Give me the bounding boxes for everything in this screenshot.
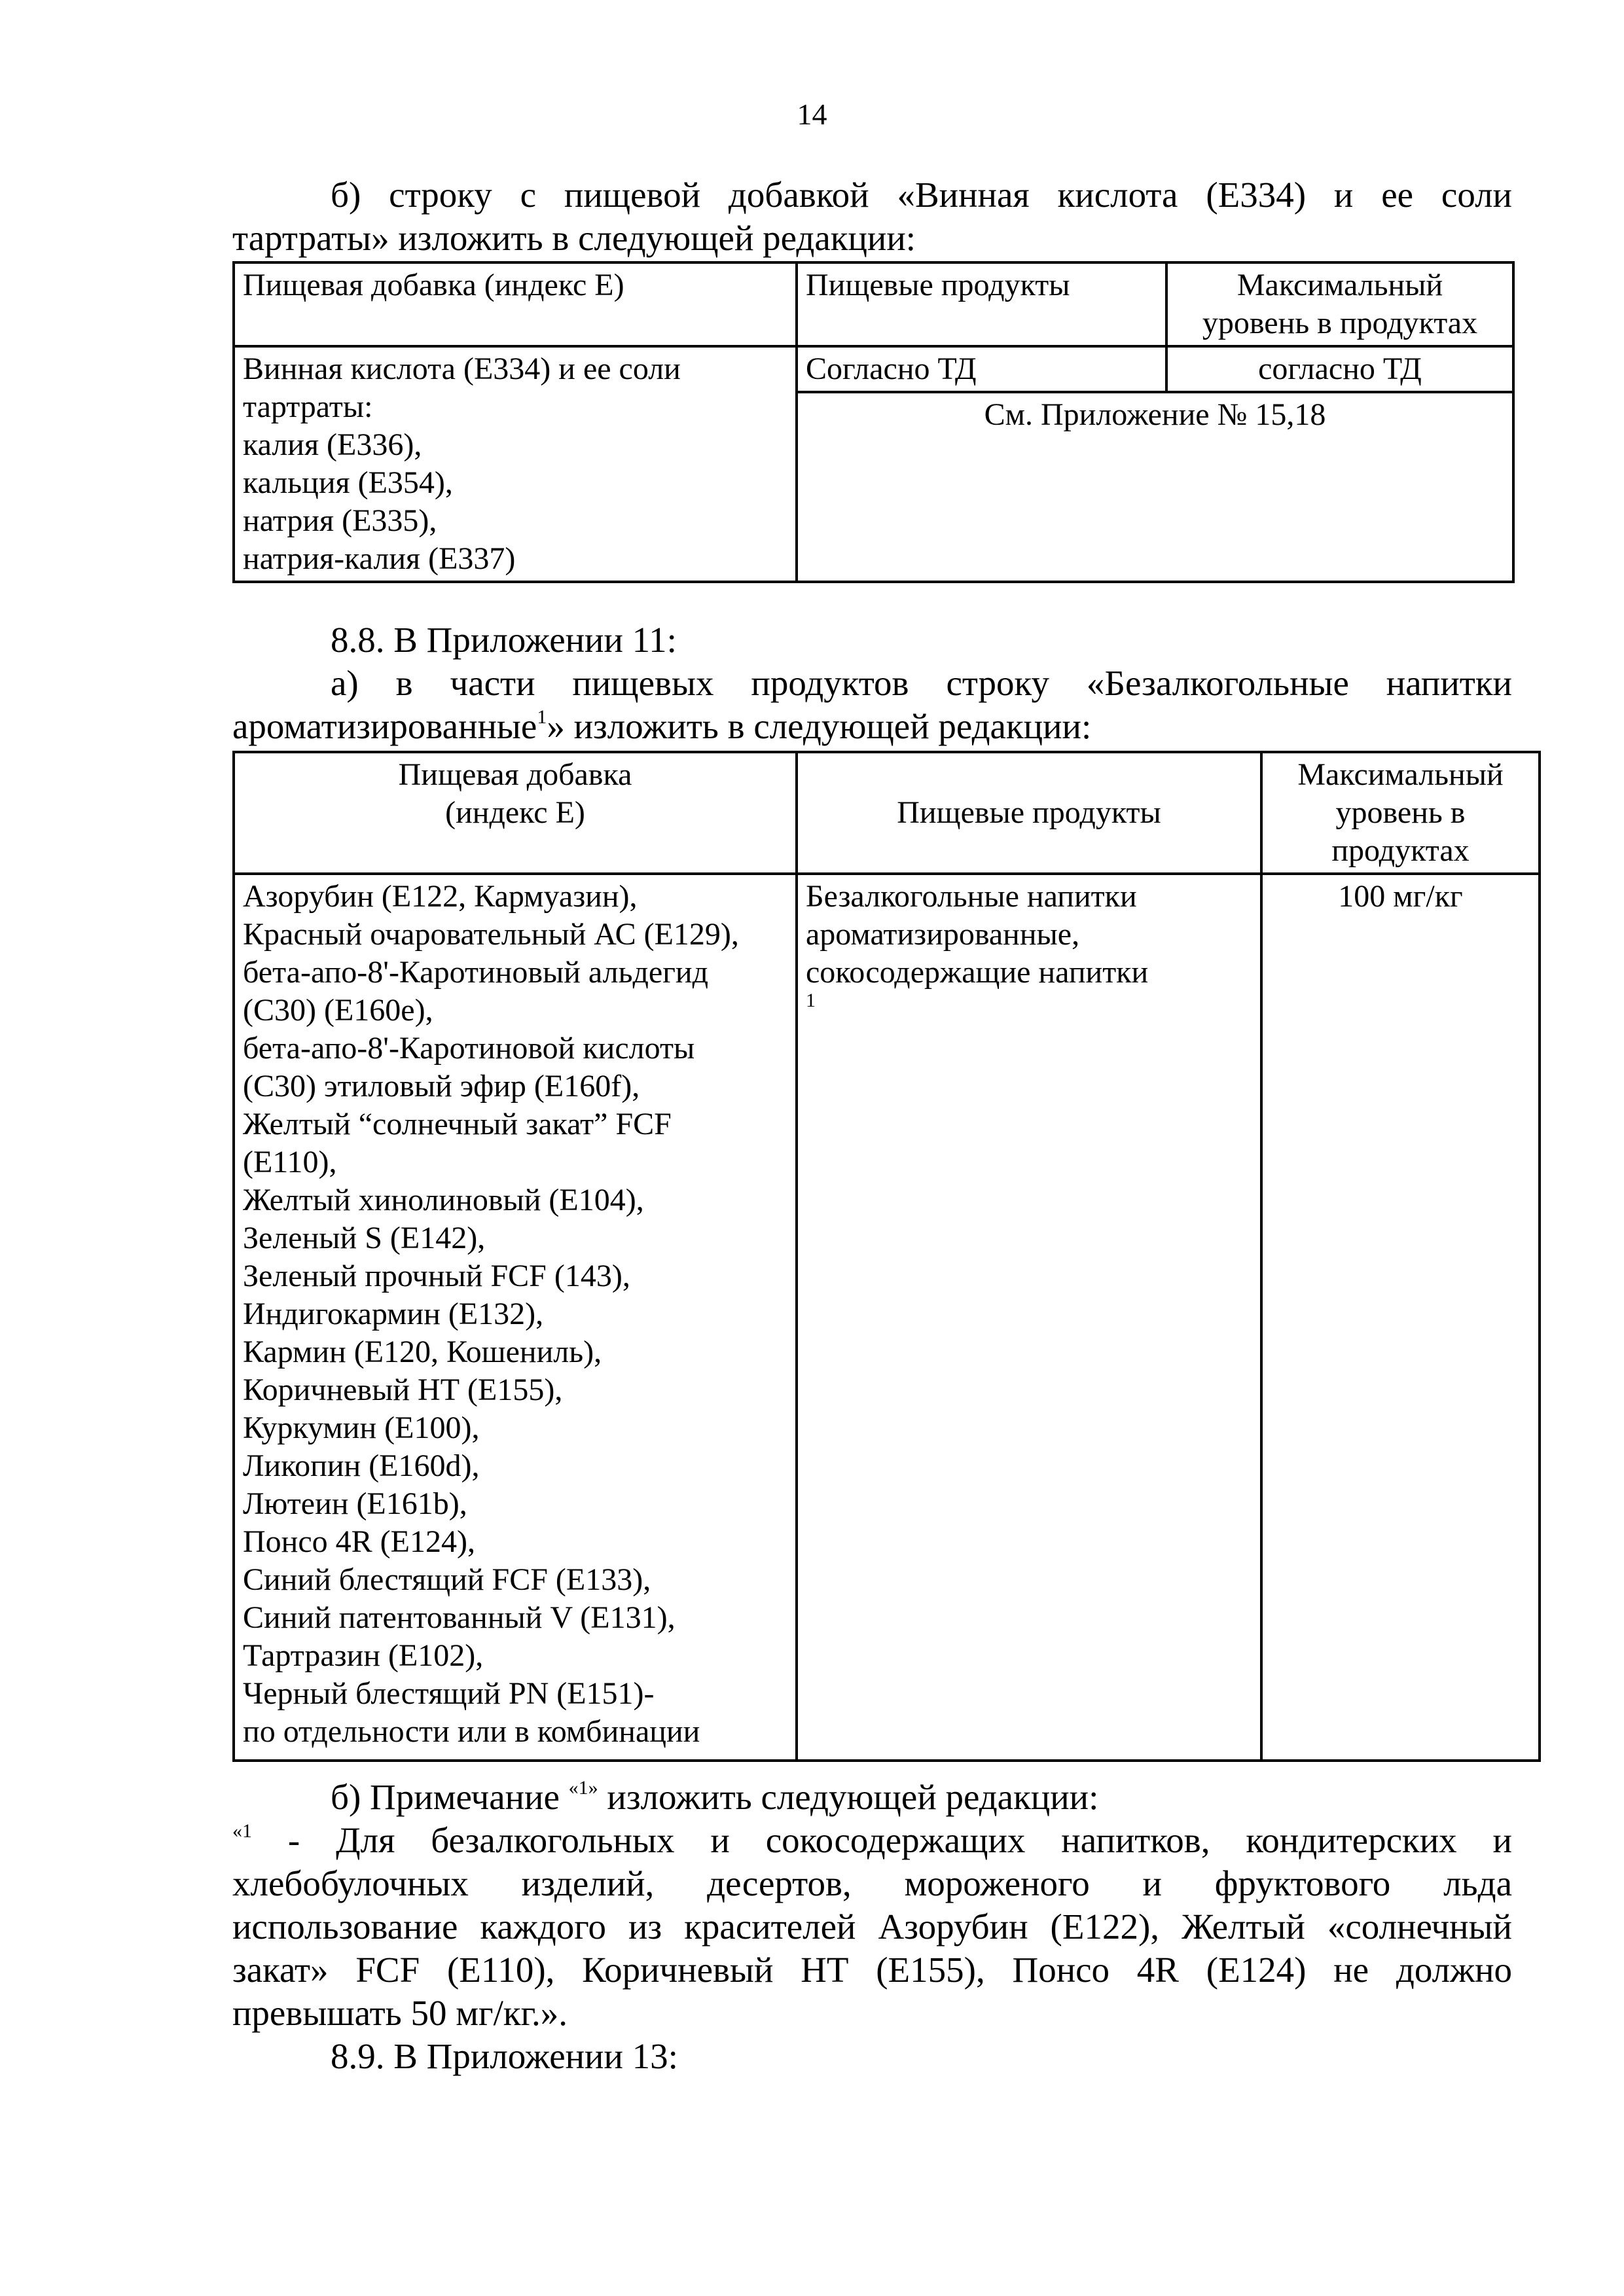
list-item: Индигокармин (Е132), (243, 1297, 544, 1331)
list-item: по отдельности или в комбинации (243, 1714, 700, 1749)
t1-additive-cell: Винная кислота (Е334) и ее соли тартраты: калия (Е336), кальция (Е354), натрия (Е335), натрия-калия (Е337) (234, 346, 797, 582)
note-b-heading: б) Примечание $^{«1»}$ изложить следующей редакции: (331, 1776, 1099, 1817)
section-8-8-a-line1: а) в части пищевых продуктов строку «Безалкогольные напитки (331, 663, 1512, 703)
t2-products-cell: Безалкогольные напитки ароматизированные, сокосодержащие напитки $^1$ (797, 874, 1261, 1761)
list-item: Зеленый прочный FCF (143), (243, 1259, 630, 1293)
section-8-8-heading: 8.8. В Приложении 11: (331, 620, 677, 660)
t1-products-cell: Согласно ТД (797, 346, 1166, 392)
section-b-intro (232, 173, 1512, 260)
table-tartaric-acid (232, 261, 1515, 583)
section-8-8 (232, 619, 1512, 748)
intro-line-2: тартраты» изложить в следующей редакции: (232, 218, 916, 258)
note-b-line5: превышать 50 мг/кг.». (232, 1993, 568, 2033)
list-item: бета-апо-8'-Каротиновой кислоты (243, 1031, 695, 1066)
t2-header-products: Пищевые продукты (797, 752, 1261, 874)
list-item: (Е110), (243, 1145, 337, 1179)
t2-header-additive: Пищевая добавка (индекс Е) (234, 752, 797, 874)
t1-see-annex-cell: См. Приложение № 15,18 (797, 392, 1513, 582)
list-item: (С30) этиловый эфир (Е160f), (243, 1069, 640, 1103)
section-8-9 (232, 2035, 1512, 2078)
list-item: Синий блестящий FCF (Е133), (243, 1562, 651, 1597)
intro-line-1: б) строку с пищевой добавкой «Винная кислота (Е334) и ее соли (331, 175, 1512, 215)
list-item: Зеленый S (Е142), (243, 1221, 486, 1255)
list-item: Кармин (Е120, Кошениль), (243, 1335, 602, 1369)
page-number: 14 (797, 98, 827, 131)
list-item: Куркумин (Е100), (243, 1410, 480, 1445)
t1-level-cell: согласно ТД (1166, 346, 1513, 392)
list-item: бета-апо-8'-Каротиновый альдегид (243, 955, 709, 990)
t2-additives-cell (234, 874, 797, 1761)
t1-header-max-level: Максимальный уровень в продуктах (1166, 262, 1513, 346)
list-item: Желтый хинолиновый (Е104), (243, 1183, 644, 1217)
t1-header-additive: Пищевая добавка (индекс Е) (234, 262, 797, 346)
t1-header-products: Пищевые продукты (797, 262, 1166, 346)
list-item: Лютеин (Е161b), (243, 1486, 467, 1521)
note-b-line1: $^{«1}$ - Для безалкогольных и сокосодержащих напитков, кондитерских и (232, 1820, 1512, 1860)
list-item: Черный блестящий PN (Е151)- (243, 1676, 655, 1711)
list-item: Коричневый НТ (Е155), (243, 1372, 563, 1407)
list-item: Желтый “солнечный закат” FCF (243, 1107, 672, 1141)
section-8-9-heading: 8.9. В Приложении 13: (331, 2036, 678, 2076)
list-item: Азорубин (Е122, Кармуазин), (243, 879, 638, 914)
list-item: Ликопин (Е160d), (243, 1448, 480, 1483)
list-item: Красный очаровательный АС (Е129), (243, 917, 739, 952)
note-b-line4: закат» FCF (Е110), Коричневый НТ (Е155), Понсо 4R (Е124) не должно (232, 1950, 1512, 1990)
note-b-line2: хлебобулочных изделий, десертов, мороженого и фруктового льда (232, 1863, 1512, 1903)
t2-level-cell: 100 мг/кг (1261, 874, 1540, 1761)
list-item: Понсо 4R (Е124), (243, 1524, 475, 1559)
table-flavored-drinks (232, 751, 1541, 1762)
list-item: Синий патентованный V (Е131), (243, 1600, 676, 1635)
section-8-8-a-line2: ароматизированные$^1$» изложить в следующей редакции: (232, 706, 1092, 746)
list-item: (С30) (Е160е), (243, 993, 433, 1028)
note-b (232, 1776, 1512, 2035)
list-item: Тартразин (Е102), (243, 1638, 484, 1673)
t2-header-max-level: Максимальный уровень в продуктах (1261, 752, 1540, 874)
note-b-line3: использование каждого из красителей Азорубин (Е122), Желтый «солнечный (232, 1907, 1512, 1946)
